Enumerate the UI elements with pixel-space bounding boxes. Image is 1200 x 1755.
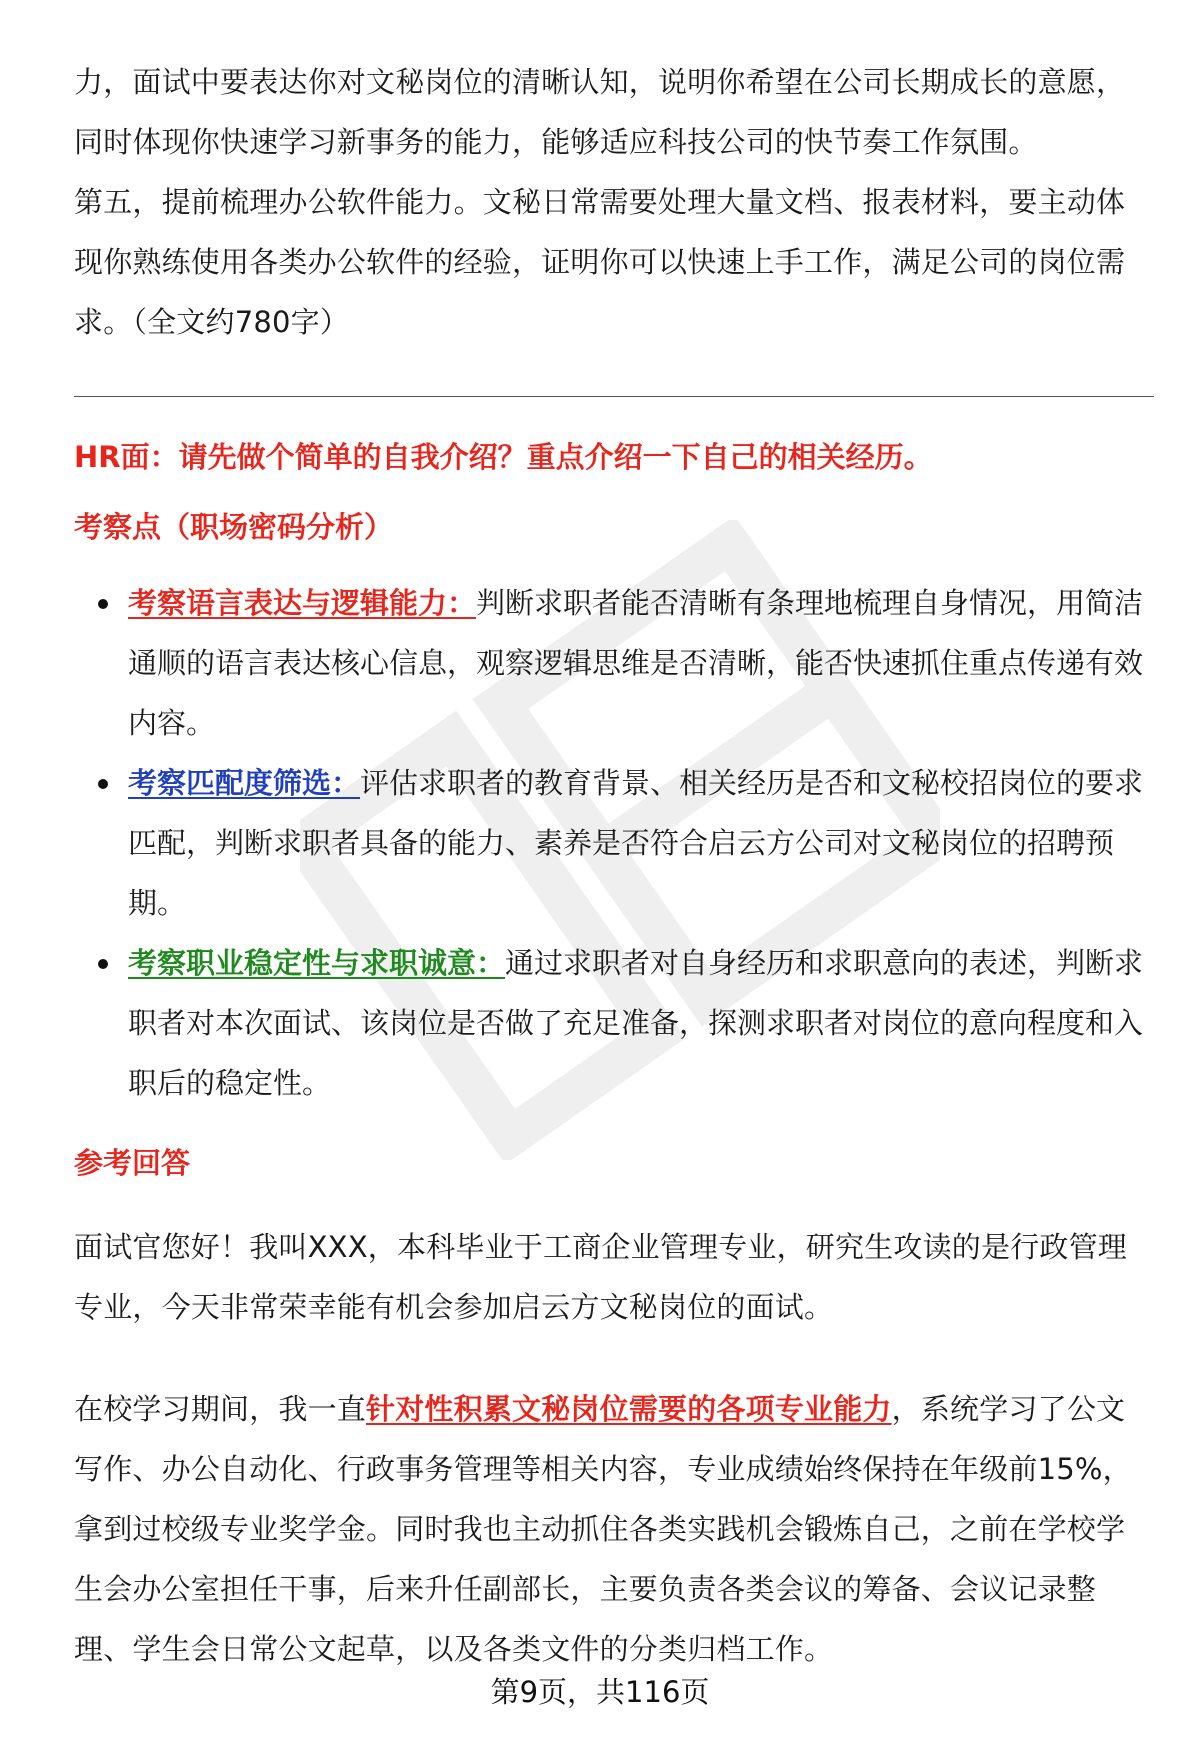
answer-title: 参考回答 [74,1146,191,1180]
point-text: 评估求职者的教育背景、相关经历是否和文秘校招岗位的要求匹配，判断求职者具备的能力、素养是否符合启云方公司对文秘岗位的招聘预期。 [128,766,1144,920]
bullet-icon [98,959,108,969]
intro-paragraph-2: 第五，提前梳理办公软件能力。文秘日常需要处理大量文档、报表材料，要主动体现你熟练使用各类办公软件的经验，证明你可以快速上手工作，满足公司的岗位需求。（全文约780字） [74,185,1126,339]
question-title: HR面：请先做个简单的自我介绍？重点介绍一下自己的相关经历。 [74,440,933,474]
point-keyword: 考察语言表达与逻辑能力： [128,586,477,620]
document-page [74,52,1154,1679]
point-keyword: 考察职业稳定性与求职诚意： [128,946,506,980]
point-keyword: 考察匹配度筛选： [128,766,361,800]
list-item [74,933,1154,1113]
assessment-points-list [74,573,1154,1113]
bullet-icon [98,779,108,789]
point-text: 判断求职者能否清晰有条理地梳理自身情况，用简洁通顺的语言表达核心信息，观察逻辑思维是否清晰，能否快速抓住重点传递有效内容。 [128,586,1144,740]
point-text: 通过求职者对自身经历和求职意向的表述，判断求职者对本次面试、该岗位是否做了充足准备，探测求职者对岗位的意向程度和入职后的稳定性。 [128,946,1144,1100]
answer-paragraph-2 [74,1379,1154,1679]
section-divider [74,396,1154,397]
page-number-footer: 第9页，共116页 [490,1675,710,1709]
answer-highlight: 针对性积累文秘岗位需要的各项专业能力 [366,1392,892,1426]
list-item [74,753,1154,933]
assessment-section-title: 考察点（职场密码分析） [74,510,394,544]
answer-paragraph-2-rest: ，系统学习了公文写作、办公自动化、行政事务管理等相关内容，专业成绩始终保持在年级前15%，拿到过校级专业奖学金。同时我也主动抓住各类实践机会锻炼自己，之前在学校学生会办公室担任干事，后来升任副部长，主要负责各类会议的筹备、会议记录整理、学生会日常公文起草，以及各类文件的分类归档工作。 [74,1392,1132,1666]
list-item [74,573,1154,753]
bullet-icon [98,599,108,609]
answer-paragraph-1: 面试官您好！我叫XXX，本科毕业于工商企业管理专业，研究生攻读的是行政管理专业，今天非常荣幸能有机会参加启云方文秘岗位的面试。 [74,1230,1128,1324]
answer-paragraph-2-start: 在校学习期间，我一直 [74,1392,367,1426]
intro-paragraph-1: 力，面试中要表达你对文秘岗位的清晰认知，说明你希望在公司长期成长的意愿，同时体现你快速学习新事务的能力，能够适应科技公司的快节奏工作氛围。 [74,65,1126,159]
